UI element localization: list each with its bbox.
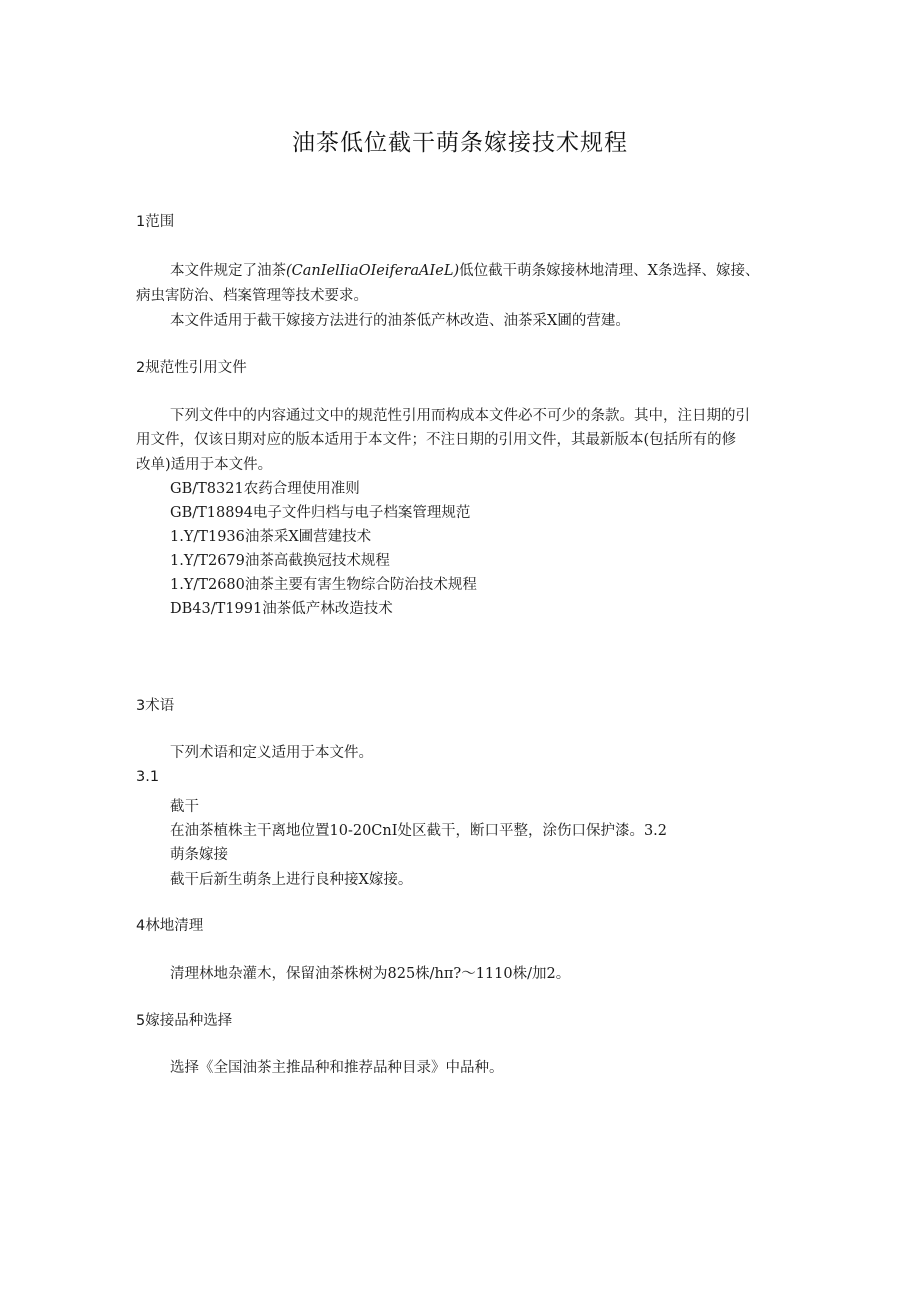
section-2-paragraph-line-3: 改单)适用于本文件。 bbox=[136, 457, 273, 473]
section-1-text-a: 本文件规定了油茶 bbox=[170, 263, 286, 279]
reference-item: 1.Y/T2680油茶主要有害生物综合防治技术规程 bbox=[170, 577, 477, 593]
section-5-paragraph: 选择《全国油茶主推品种和推荐品种目录》中品种。 bbox=[170, 1060, 504, 1076]
reference-item: GB/T8321农药合理使用准则 bbox=[170, 481, 360, 497]
section-1-text-b: 低位截干萌条嫁接林地清理、X条选择、嫁接、 bbox=[459, 263, 760, 279]
reference-item: DB43/T1991油茶低产林改造技术 bbox=[170, 601, 393, 617]
document-title: 油茶低位截干萌条嫁接技术规程 bbox=[292, 130, 628, 156]
reference-item: 1.Y/T2679油茶高截换冠技术规程 bbox=[170, 553, 390, 569]
reference-item: 1.Y/T1936油茶采X圃营建技术 bbox=[170, 529, 372, 545]
definition-1: 在油茶植株主干离地位置10-20CnI处区截干，断口平整，涂伤口保护漆。3.2 bbox=[170, 823, 668, 839]
term-1: 截干 bbox=[170, 799, 199, 815]
section-3-intro: 下列术语和定义适用于本文件。 bbox=[170, 745, 373, 761]
section-2-heading: 2规范性引用文件 bbox=[136, 360, 247, 376]
definition-2: 截干后新生萌条上进行良种接X嫁接。 bbox=[170, 872, 413, 888]
section-4-paragraph: 清理林地杂灌木，保留油茶株树为825株/hπ?～1110株/加2。 bbox=[170, 966, 571, 982]
section-2-paragraph-line-1: 下列文件中的内容通过文中的规范性引用而构成本文件必不可少的条款。其中，注日期的引 bbox=[170, 408, 750, 424]
section-1-paragraph-1-line-2: 病虫害防治、档案管理等技术要求。 bbox=[136, 288, 368, 304]
section-2-paragraph-line-2: 用文件，仅该日期对应的版本适用于本文件；不注日期的引用文件，其最新版本(包括所有的修 bbox=[136, 432, 737, 448]
section-3-heading: 3术语 bbox=[136, 698, 175, 714]
section-1-paragraph-2: 本文件适用于截干嫁接方法进行的油茶低产林改造、油茶采X圃的营建。 bbox=[170, 313, 630, 329]
section-1-heading: 1范围 bbox=[136, 214, 175, 230]
section-4-heading: 4林地清理 bbox=[136, 918, 204, 934]
latin-name: (CanIelIiaOIeiferaAIeL) bbox=[286, 263, 460, 279]
clause-3-1-number: 3.1 bbox=[136, 769, 160, 785]
term-2: 萌条嫁接 bbox=[170, 847, 228, 863]
reference-item: GB/T18894电子文件归档与电子档案管理规范 bbox=[170, 505, 471, 521]
section-1-paragraph-1-line-1 bbox=[170, 262, 759, 280]
section-5-heading: 5嫁接品种选择 bbox=[136, 1013, 233, 1029]
